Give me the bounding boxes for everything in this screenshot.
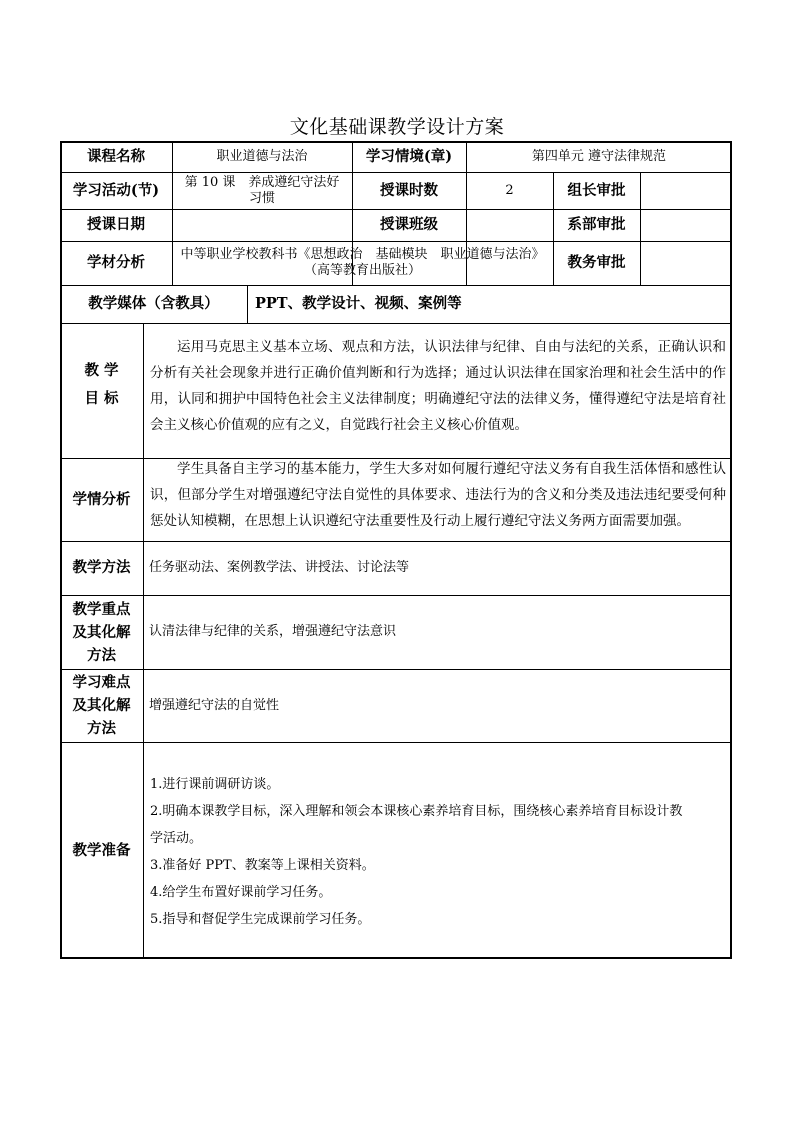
prep-list [150,771,728,933]
difficulty-label [60,671,143,740]
prep-label: 教学准备 [72,841,131,859]
method-label: 教学方法 [72,559,131,576]
material-value: 中等职业学校教科书《思想政治 基础模块 职业道德与法治》（高等教育出版社） [180,247,545,278]
row-divider [60,323,732,324]
media-value: PPT、教学设计、视频、案例等 [255,295,462,312]
prep-item: 3.准备好 PPT、教案等上课相关资料。 [150,858,375,873]
difficulty-label-line: 方法 [87,720,116,737]
activity-label: 学习活动(节) [72,181,160,199]
learner-analysis-text: 学生具备自主学习的基本能力，学生大多对如何履行遵纪守法义务有自我生活体悟和感性认识，但部分学生对增强遵纪守法自觉性的具体要求、违法行为的含义和分类及违法违纪要受何种惩处认知模糊，在思想上认识遵纪守法重要性及行动上履行遵纪守法义务两方面需要加强。 [150,461,726,529]
course-name-label: 课程名称 [87,147,145,165]
key-point-label [60,598,143,667]
material-label: 学材分析 [87,254,145,271]
prep-item: 学活动。 [150,831,203,846]
goal-label-line: 目 标 [84,390,119,407]
dept-approval-label: 系部审批 [567,216,626,233]
key-point-label-line: 方法 [87,647,116,664]
situation-value: 第四单元 遵守法律规范 [531,148,667,164]
key-point-label-line: 及其化解 [72,624,131,641]
class-value [466,209,553,241]
page-title: 文化基础课教学设计方案 [289,116,505,138]
goal-label-line: 教 学 [84,362,119,379]
course-name-value: 职业道德与法治 [216,148,308,164]
prep-item: 1.进行课前调研访谈。 [150,777,280,792]
class-label: 授课班级 [380,216,438,233]
media-label: 教学媒体（含教具） [88,295,219,312]
activity-value: 第 10 课 养成遵纪守法好习惯 [184,174,340,206]
learner-analysis-label: 学情分析 [72,490,131,508]
prep-item: 2.明确本课教学目标，深入理解和领会本课核心素养培育目标，围绕核心素养培育目标设计教 [150,804,683,819]
difficulty-label-line: 学习难点 [72,674,131,691]
affairs-approval-value [640,241,732,285]
prep-item: 5.指导和督促学生完成课前学习任务。 [150,912,371,927]
hours-label: 授课时数 [380,181,438,199]
prep-item: 4.给学生布置好课前学习任务。 [150,885,332,900]
date-label: 授课日期 [87,216,145,233]
situation-label: 学习情境(章) [365,147,453,165]
row-divider [60,742,732,743]
hours-value: 2 [505,182,514,198]
difficulty-value: 增强遵纪守法的自觉性 [149,697,280,713]
goal-label [60,357,143,413]
key-point-label-line: 教学重点 [72,601,131,618]
date-value [172,209,352,241]
affairs-approval-label: 教务审批 [567,254,626,271]
leader-approval-value [640,172,732,209]
dept-approval-value [640,209,732,241]
goal-text: 运用马克思主义基本立场、观点和方法，认识法律与纪律、自由与法纪的关系，正确认识和分析有关社会现象并进行正确价值判断和行为选择；通过认识法律在国家治理和社会生活中的作用，认同和拥护中国特色社会主义法律制度；明确遵纪守法的法律义务，懂得遵纪守法是培育社会主义核心价值观的应有之义，自觉践行社会主义核心价值观。 [150,339,726,433]
difficulty-label-line: 及其化解 [72,697,131,714]
leader-approval-label: 组长审批 [567,181,626,199]
method-value: 任务驱动法、案例教学法、讲授法、讨论法等 [149,560,410,575]
key-point-value: 认清法律与纪律的关系，增强遵纪守法意识 [149,624,397,639]
